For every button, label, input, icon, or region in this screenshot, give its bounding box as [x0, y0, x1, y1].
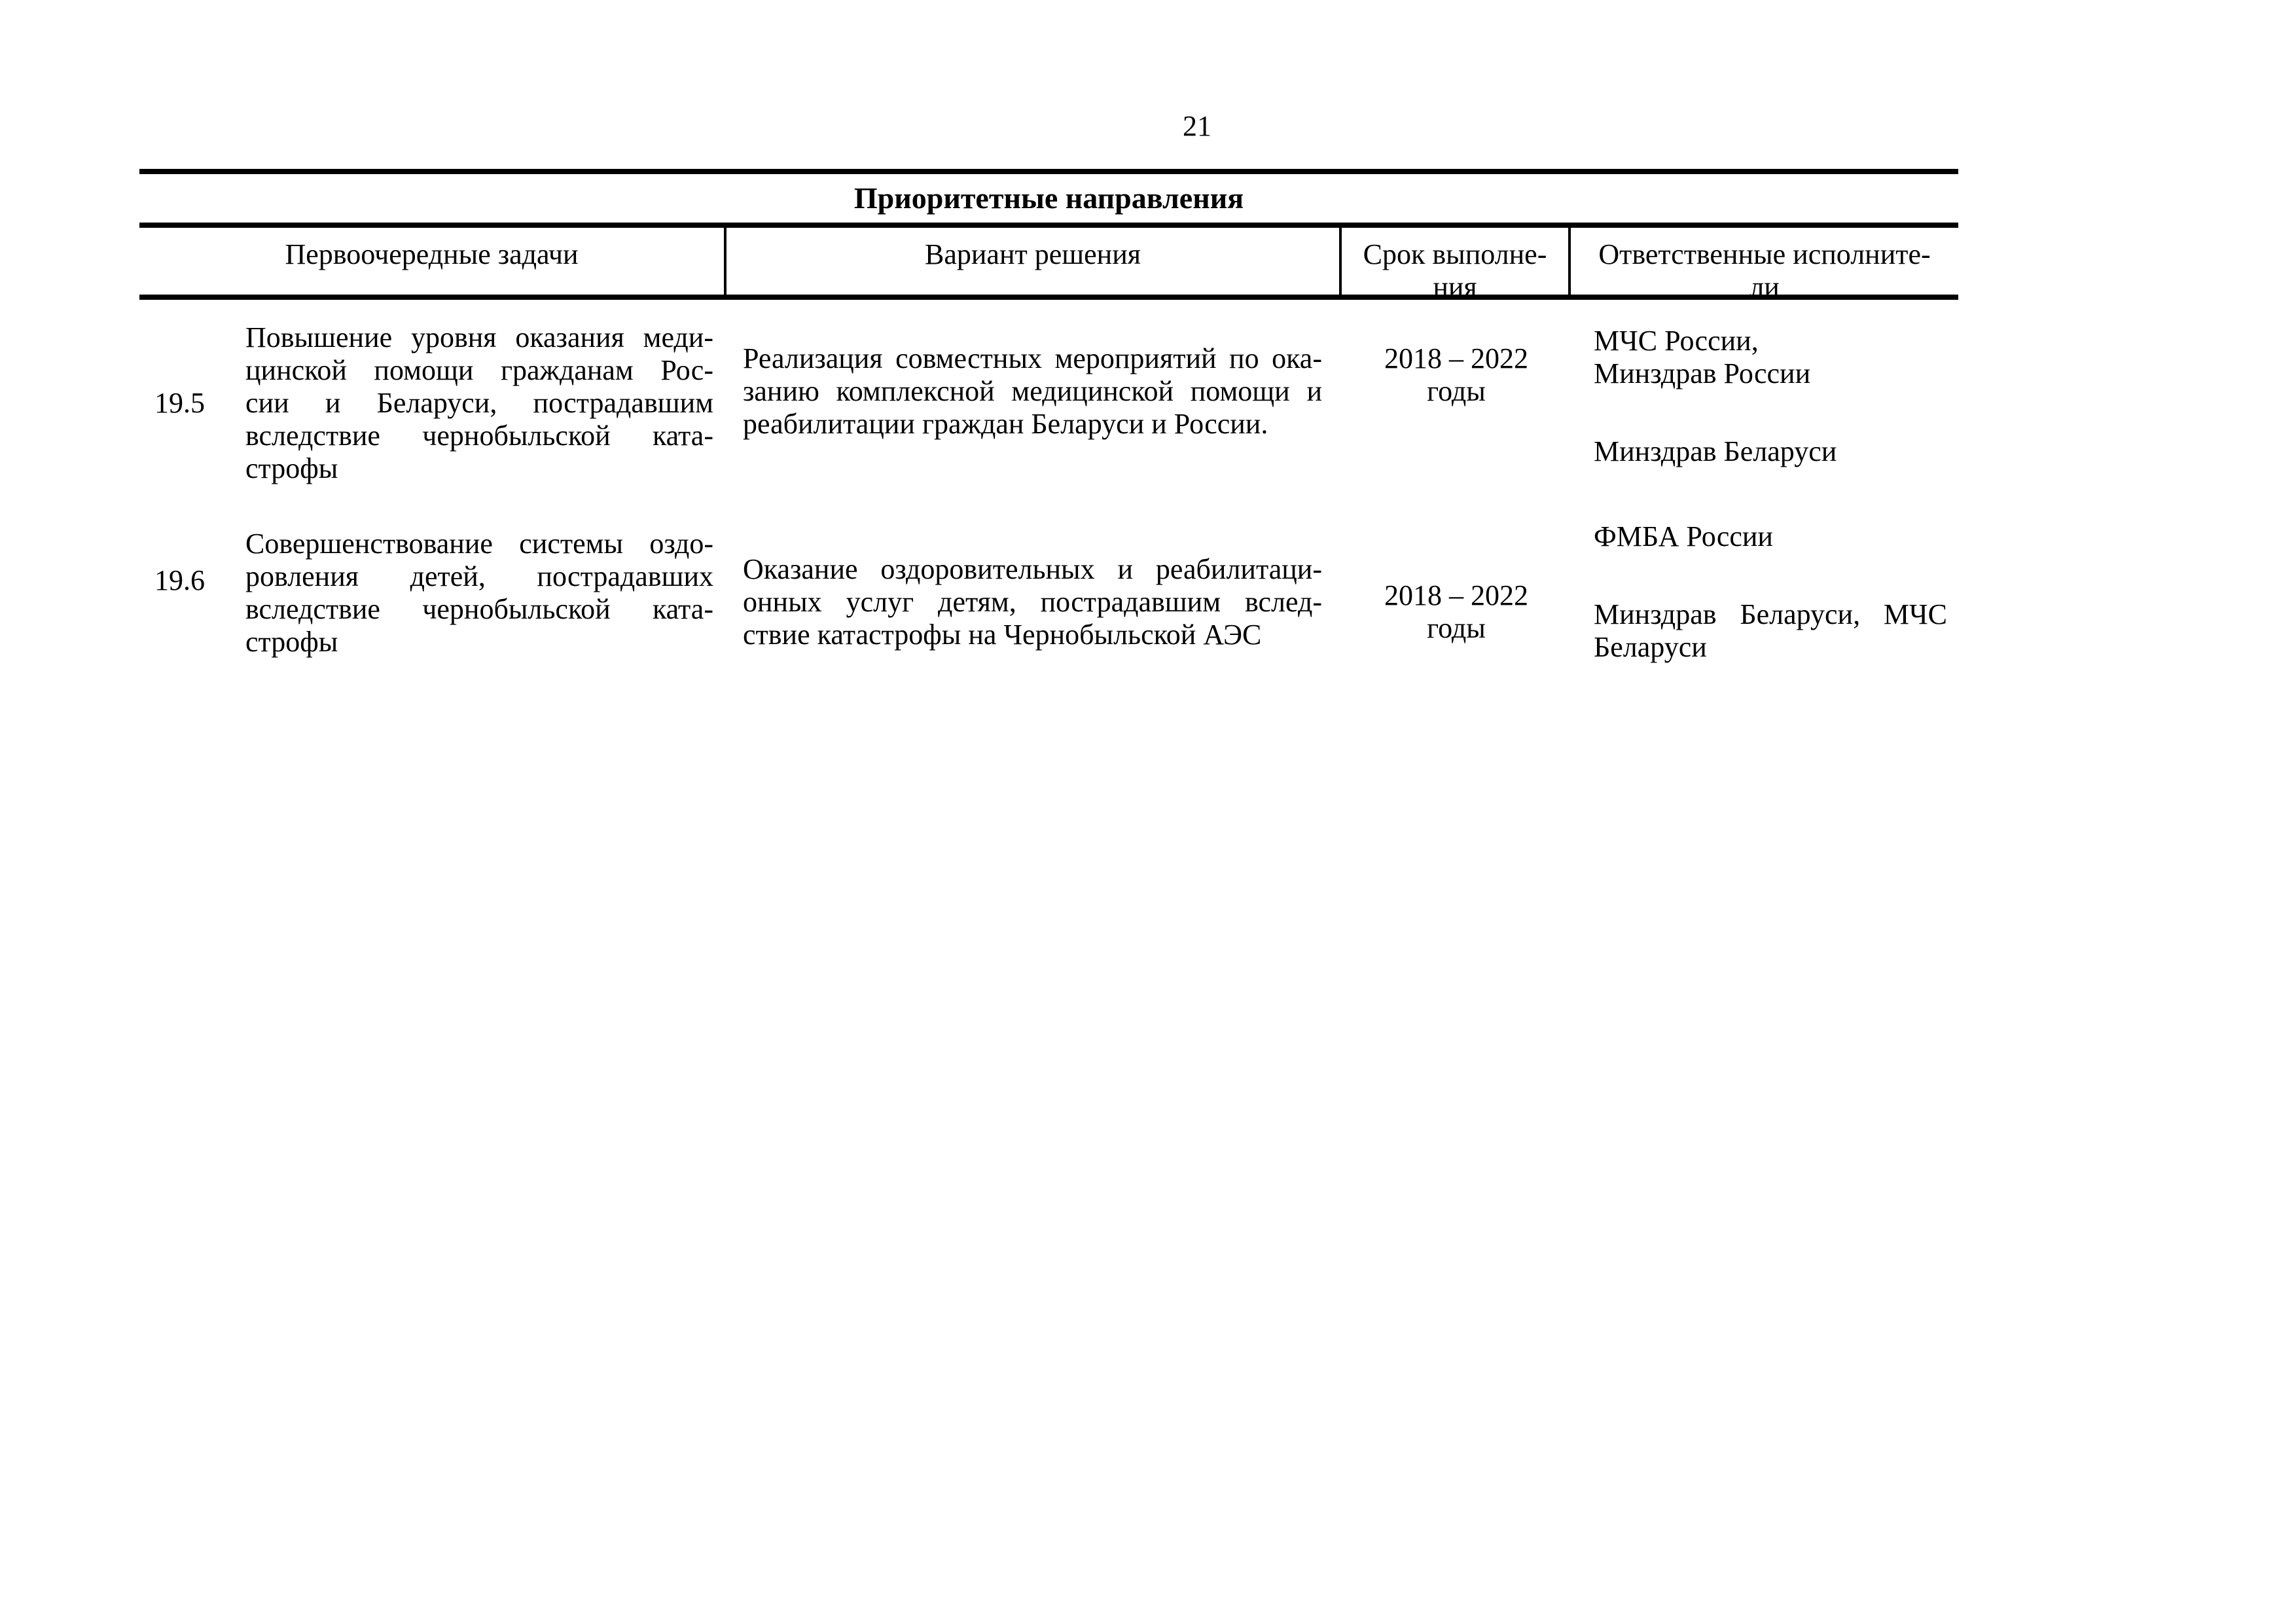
responsible-line: ФМБА России	[1594, 520, 1773, 552]
table-header-row	[139, 228, 1958, 303]
cell-task-19-5	[139, 300, 726, 519]
solution-line: онных услуг детям, пострадавшим вслед-	[743, 586, 1322, 618]
term-line: годы	[1427, 612, 1486, 644]
row-number: 19.5	[154, 387, 205, 419]
task-line: Совершенствование системы оздо-	[245, 528, 713, 560]
task-line: строфы	[245, 452, 338, 484]
cell-responsible-19-6	[1571, 519, 1958, 664]
cell-term-19-5	[1342, 300, 1571, 519]
solution-line: реабилитации граждан Беларуси и России.	[743, 408, 1268, 440]
task-line: вследствие чернобыльской ката-	[245, 593, 713, 625]
task-line: сии и Беларуси, пострадавшим	[245, 387, 713, 419]
task-line: строфы	[245, 626, 338, 658]
header-term-line: Срок выполне-	[1363, 238, 1547, 270]
header-term-line: ния	[1433, 271, 1477, 303]
table-title: Приоритетные направления	[853, 181, 1244, 215]
responsible-block	[1594, 520, 1947, 553]
responsible-line: Минздрав Беларуси, МЧС	[1594, 598, 1947, 630]
responsible-line: Минздрав Беларуси	[1594, 435, 1837, 467]
table-title-band	[139, 169, 1958, 228]
responsible-line: МЧС России,	[1594, 325, 1759, 357]
header-cell-solution	[726, 228, 1342, 295]
header-tasks-label: Первоочередные задачи	[285, 238, 579, 270]
task-line: вследствие чернобыльской ката-	[245, 420, 713, 452]
solution-line: Оказание оздоровительных и реабилитаци-	[743, 553, 1322, 585]
header-cell-tasks	[139, 228, 726, 295]
task-line: ровления детей, пострадавших	[245, 560, 713, 592]
cell-solution-19-6	[726, 519, 1342, 664]
cell-responsible-19-5	[1571, 300, 1958, 519]
table-row-19-5	[139, 300, 1958, 519]
header-cell-responsible	[1571, 228, 1958, 303]
header-cell-term	[1342, 228, 1571, 303]
responsible-block	[1594, 325, 1947, 390]
page-number: 21	[1183, 110, 1211, 142]
task-line: цинской помощи гражданам Рос-	[245, 354, 713, 386]
cell-term-19-6	[1342, 519, 1571, 664]
task-text	[245, 300, 726, 519]
priorities-table	[139, 169, 1958, 664]
term-line: 2018 – 2022	[1384, 579, 1528, 611]
cell-solution-19-5	[726, 300, 1342, 519]
responsible-line: Минздрав России	[1594, 357, 1811, 389]
term-line: годы	[1427, 375, 1486, 407]
header-responsible-line: ли	[1749, 271, 1780, 303]
table-row-19-6	[139, 519, 1958, 664]
solution-line: занию комплексной медицинской помощи и	[743, 375, 1322, 407]
task-line: Повышение уровня оказания меди-	[245, 321, 713, 353]
solution-line: ствие катастрофы на Чернобыльской АЭС	[743, 619, 1262, 651]
responsible-block	[1594, 435, 1947, 468]
cell-task-19-6	[139, 519, 726, 664]
term-line: 2018 – 2022	[1384, 342, 1528, 374]
header-responsible-line: Ответственные исполните-	[1598, 238, 1931, 270]
header-solution-label: Вариант решения	[925, 238, 1141, 270]
task-text	[245, 519, 726, 664]
solution-line: Реализация совместных мероприятий по ока-	[743, 342, 1322, 374]
row-number: 19.6	[154, 564, 205, 596]
responsible-line: Беларуси	[1594, 631, 1707, 663]
responsible-block	[1594, 598, 1947, 664]
